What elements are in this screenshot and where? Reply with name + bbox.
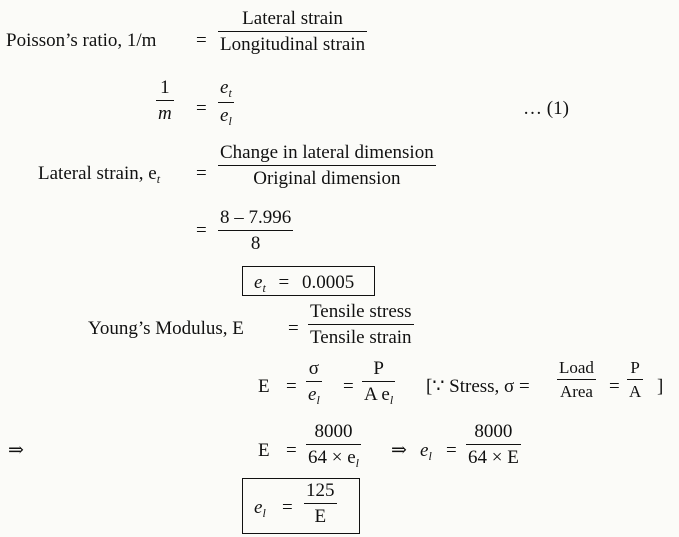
poisson-ratio-fraction	[218, 9, 367, 54]
implies-arrow: ⇒	[391, 440, 407, 461]
equals-sign: =	[196, 220, 207, 241]
fraction-denominator: $64 \times e_l$	[308, 447, 359, 470]
lateral-change-fraction	[218, 208, 293, 253]
fraction-denominator: m	[158, 103, 172, 124]
fraction-numerator: 8000	[314, 421, 353, 442]
fraction-numerator: Tensile stress	[310, 301, 412, 322]
result-fraction	[304, 481, 337, 526]
equals-sign: =	[196, 163, 207, 184]
lateral-strain-fraction	[218, 143, 436, 188]
fraction-bar	[306, 444, 361, 445]
fraction-numerator: σ	[308, 358, 320, 379]
equals-sign: =	[282, 497, 293, 518]
fraction-numerator: Lateral strain	[242, 8, 343, 29]
fraction-denominator: Longitudinal strain	[220, 34, 366, 55]
equals-sign: =	[446, 440, 457, 461]
youngs-modulus-label: Young’s Modulus, E	[88, 318, 244, 339]
fraction-bar	[218, 102, 234, 103]
longitudinal-strain-fraction	[466, 422, 521, 467]
stress-note-prefix: [∵ Stress, σ =	[426, 376, 530, 397]
fraction-bar	[362, 381, 395, 382]
modulus-symbol: E	[258, 376, 270, 397]
result-variable: $e_l$	[254, 497, 266, 520]
lateral-strain-label: Lateral strain, $e_t$	[38, 163, 161, 186]
fraction-numerator: 8000	[474, 421, 513, 442]
lateral-strain-result: $e_t = 0.0005$	[254, 272, 355, 295]
fraction-denominator: Original dimension	[253, 168, 401, 189]
equals-sign: =	[196, 30, 207, 51]
one-over-m-fraction	[156, 78, 174, 123]
modulus-value-fraction	[306, 422, 361, 469]
fraction-denominator: 64 × E	[468, 447, 519, 468]
fraction-bar	[306, 381, 322, 382]
load-over-area-strain-fraction	[362, 359, 395, 406]
fraction-bar	[218, 230, 293, 231]
equals-sign: =	[286, 376, 297, 397]
fraction-denominator: $e_l$	[220, 105, 232, 128]
fraction-numerator: P	[630, 358, 640, 377]
youngs-modulus-fraction	[308, 302, 414, 347]
stress-note-suffix: ]	[657, 376, 664, 397]
fraction-numerator: 125	[306, 480, 335, 501]
sigma-over-strain-fraction	[306, 359, 322, 406]
fraction-bar	[308, 324, 414, 325]
fraction-numerator: $e_t$	[220, 77, 232, 100]
equation-reference: … (1)	[523, 98, 569, 119]
fraction-bar	[627, 379, 643, 380]
fraction-denominator: Tensile strain	[310, 327, 412, 348]
poisson-ratio-label: Poisson’s ratio, 1/m	[6, 30, 157, 51]
strain-ratio-fraction	[218, 78, 234, 127]
fraction-bar	[218, 165, 436, 166]
fraction-denominator: $e_l$	[308, 384, 320, 407]
fraction-denominator: 8	[250, 233, 261, 254]
fraction-bar	[156, 100, 174, 101]
fraction-numerator: 1	[160, 77, 170, 98]
fraction-bar	[304, 503, 337, 504]
fraction-bar	[218, 31, 367, 32]
implies-arrow: ⇒	[8, 440, 24, 461]
fraction-denominator: E	[314, 506, 327, 527]
longitudinal-strain-symbol: $e_l$	[420, 440, 432, 463]
fraction-denominator: A	[629, 382, 642, 401]
equals-sign: =	[343, 376, 354, 397]
fraction-numerator: Load	[559, 358, 594, 377]
fraction-denominator: A $e_l$	[364, 384, 394, 407]
p-over-a-fraction	[627, 359, 643, 400]
load-over-area-fraction	[557, 359, 596, 400]
fraction-numerator: 8 – 7.996	[220, 207, 292, 228]
fraction-bar	[557, 379, 596, 380]
fraction-numerator: Change in lateral dimension	[220, 142, 434, 163]
equals-sign: =	[286, 440, 297, 461]
modulus-symbol: E	[258, 440, 270, 461]
fraction-denominator: Area	[559, 382, 593, 401]
equals-sign: =	[609, 376, 620, 397]
equals-sign: =	[288, 318, 299, 339]
fraction-numerator: P	[373, 358, 384, 379]
fraction-bar	[466, 444, 521, 445]
equals-sign: =	[196, 98, 207, 119]
